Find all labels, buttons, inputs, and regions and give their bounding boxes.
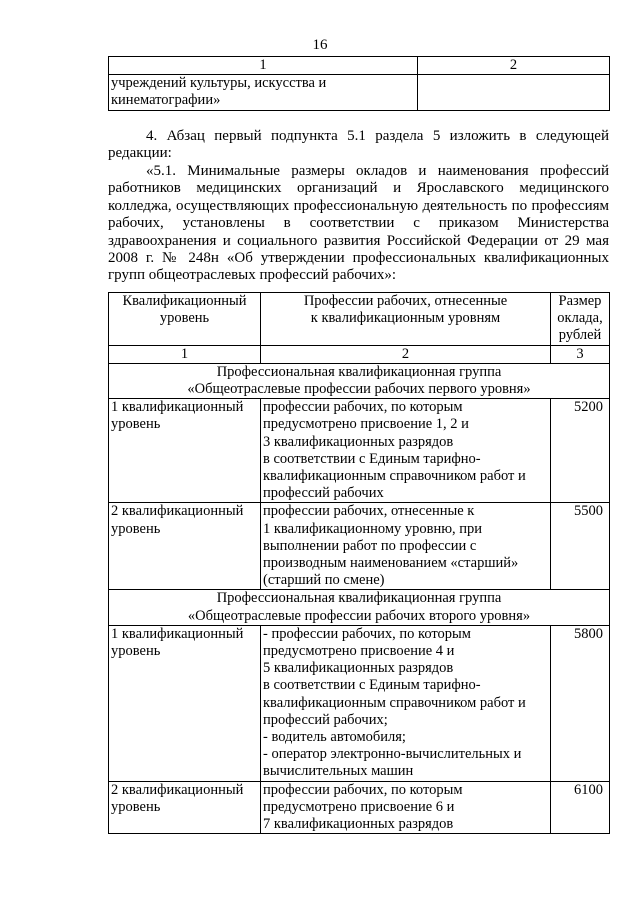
cell-line: Квалификационный: [122, 293, 247, 309]
col-number-1: 1: [109, 57, 418, 75]
section-text-paragraph: «5.1. Минимальные размеры окладов и наименования профессий работников медицинских организаций и Ярославского медицинского колледжа, осуществляющих профессиональную деятельность по профессиям рабочих, установлены в соответствии с приказом Министерства здравоохранения и социального развития Российской Федерации от 29 мая 2008 г. № 248н «Об утверждении профессиональных квалификационных групп общеотраслевых профессий рабочих»:: [108, 163, 609, 284]
cell-line: 3 квалификационных разрядов: [263, 433, 454, 450]
cell-line: учреждений культуры, искусства и: [111, 75, 327, 92]
salary-table: [108, 292, 610, 834]
level-cell: [109, 503, 261, 590]
cell-line: профессии рабочих, по которым: [263, 781, 463, 798]
professions-cell: [261, 625, 551, 781]
cell-line: кинематографии»: [111, 92, 221, 109]
col-number-2: 2: [418, 57, 610, 75]
cell-line: 1 квалификационный: [111, 399, 244, 416]
cell-line: Профессиональная квалификационная группа: [216, 590, 502, 607]
group2-title: [109, 590, 610, 625]
cell-line: - оператор электронно-вычислительных и: [263, 746, 522, 763]
empty-cell: [418, 75, 610, 110]
cell-line: профессии рабочих, по которым: [263, 399, 463, 416]
cell-line: 2 квалификационный: [111, 503, 244, 520]
table-row: [109, 781, 610, 834]
cell-line: предусмотрено присвоение 6 и: [263, 798, 455, 815]
professions-cell: [261, 503, 551, 590]
header-professions: [261, 293, 551, 346]
cell-line: «Общеотраслевые профессии рабочих второго уровня»: [187, 607, 531, 624]
continued-table: [108, 56, 610, 111]
cell-line: Профессиональная квалификационная группа: [216, 363, 502, 380]
cell-line: к квалификационным уровням: [310, 310, 501, 327]
table-header-row: [109, 57, 610, 75]
cell-line: в соответствии с Единым тарифно-: [263, 677, 481, 694]
professions-cell: [261, 399, 551, 503]
cell-line: рублей: [558, 327, 602, 344]
cell-line: предусмотрено присвоение 4 и: [263, 643, 455, 660]
cell-line: профессий рабочих;: [263, 711, 388, 728]
cell-line: (старший по смене): [263, 572, 385, 589]
column-number-row: [109, 345, 610, 363]
cell-line: Профессии рабочих, отнесенные: [303, 293, 508, 309]
cell-line: квалификационным справочником работ и: [263, 694, 526, 711]
cell-line: 7 квалификационных разрядов: [263, 816, 454, 833]
cell-line: уровень: [111, 520, 161, 537]
col-number-2: 2: [261, 345, 551, 363]
cell-line: 1 квалификационный: [111, 625, 244, 642]
cell-line: уровень: [111, 643, 161, 660]
cell-line: уровень: [111, 798, 161, 815]
cell-line: - профессии рабочих, по которым: [263, 625, 471, 642]
amendment-paragraph: 4. Абзац первый подпункта 5.1 раздела 5 изложить в следующей редакции:: [108, 128, 609, 162]
professions-cell: [261, 781, 551, 834]
institution-cell: [109, 75, 418, 110]
salary-cell: 6100: [551, 781, 610, 834]
level-cell: [109, 625, 261, 781]
cell-line: 1 квалификационному уровню, при: [263, 520, 483, 537]
level-cell: [109, 399, 261, 503]
cell-line: вычислительных машин: [263, 763, 414, 780]
cell-line: - водитель автомобиля;: [263, 729, 406, 746]
salary-cell: 5500: [551, 503, 610, 590]
header-level: [109, 293, 261, 346]
header-salary: [551, 293, 610, 346]
col-number-1: 1: [109, 345, 261, 363]
table-row: [109, 75, 610, 110]
cell-line: предусмотрено присвоение 1, 2 и: [263, 416, 469, 433]
cell-line: уровень: [111, 416, 161, 433]
table-row: [109, 399, 610, 503]
table-row: [109, 503, 610, 590]
cell-line: «Общеотраслевые профессии рабочих первого уровня»: [187, 381, 531, 398]
cell-line: Размер: [558, 293, 602, 309]
group-title-row: [109, 363, 610, 398]
table-header-row: [109, 293, 610, 346]
cell-line: выполнении работ по профессии с: [263, 537, 477, 554]
cell-line: квалификационным справочником работ и: [263, 468, 526, 485]
page-number: 16: [312, 37, 328, 53]
level-cell: [109, 781, 261, 834]
group-title-row: [109, 590, 610, 625]
cell-line: профессий рабочих: [263, 485, 384, 502]
cell-line: в соответствии с Единым тарифно-: [263, 450, 481, 467]
group1-title: [109, 363, 610, 398]
cell-line: 5 квалификационных разрядов: [263, 660, 454, 677]
salary-cell: 5800: [551, 625, 610, 781]
cell-line: оклада,: [557, 310, 603, 327]
cell-line: 2 квалификационный: [111, 781, 244, 798]
cell-line: производным наименованием «старший»: [263, 555, 519, 572]
cell-line: уровень: [159, 310, 210, 327]
col-number-3: 3: [551, 345, 610, 363]
cell-line: профессии рабочих, отнесенные к: [263, 503, 475, 520]
table-row: [109, 625, 610, 781]
salary-cell: 5200: [551, 399, 610, 503]
